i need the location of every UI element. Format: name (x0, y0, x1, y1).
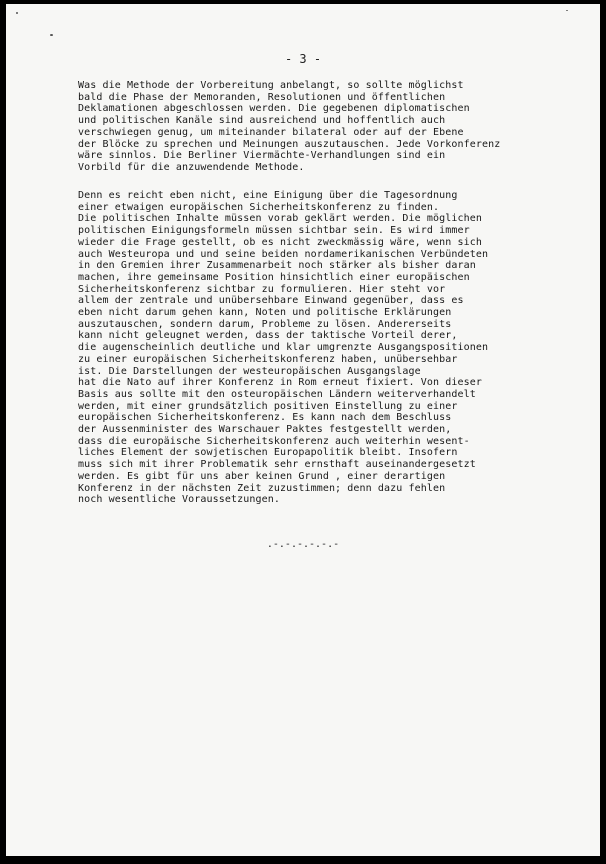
text-line: europäischen Sicherheitskonferenz. Es kann nach dem Beschluss (78, 412, 452, 424)
text-line: hat die Nato auf ihrer Konferenz in Rom erneut fixiert. Von dieser (78, 377, 482, 389)
text-line: einer etwaigen europäischen Sicherheitskonferenz zu finden. (78, 201, 440, 213)
scan-speck (16, 12, 18, 14)
text-line: verschwiegen genug, um miteinander bilateral oder auf der Ebene (78, 126, 464, 138)
page-number: - 3 - (284, 52, 322, 66)
text-line: allem der zentrale und unübersehbare Einwand gegenüber, dass es (78, 295, 464, 307)
text-line: ist. Die Darstellungen der westeuropäischen Ausgangslage (78, 365, 421, 377)
text-line: eben nicht darum gehen kann, Noten und politische Erklärungen (78, 307, 452, 319)
scan-speck (566, 10, 568, 11)
text-line: wäre sinnlos. Die Berliner Viermächte-Verhandlungen sind ein (78, 150, 446, 162)
paragraph-denn (78, 190, 566, 506)
text-line: Sicherheitskonferenz sichtbar zu formulieren. Hier steht vor (78, 283, 446, 295)
text-line: auch Westeuropa und und seine beiden nordamerikanischen Verbündeten (78, 248, 489, 260)
text-line: werden. Es gibt für uns aber keinen Grund , einer derartigen (78, 470, 446, 482)
text-line: auszutauschen, sondern darum, Probleme zu lösen. Andererseits (78, 318, 452, 330)
text-line: der Aussenminister des Warschauer Paktes festgestellt werden, (78, 424, 452, 436)
text-line: muss sich mit ihrer Problematik sehr ernsthaft auseinandergesetzt (78, 459, 476, 471)
text-line: zu einer europäischen Sicherheitskonferenz haben, unübersehbar (78, 353, 458, 365)
text-line: in den Gremien ihrer Zusammenarbeit noch stärker als bisher daran (78, 260, 476, 272)
scan-speck (50, 34, 53, 36)
text-line: wieder die Frage gestellt, ob es nicht zweckmässig wäre, wenn sich (78, 236, 482, 248)
text-line: bald die Phase der Memoranden, Resolutionen und öffentlichen (78, 91, 446, 103)
text-line: und politischen Kanäle sind ausreichend und hoffentlich auch (78, 115, 446, 127)
text-line: Deklamationen abgeschlossen werden. Die gegebenen diplomatischen (78, 103, 470, 115)
text-line: Vorbild für die anzuwendende Methode. (78, 161, 305, 173)
text-line: Die politischen Inhalte müssen vorab geklärt werden. Die möglichen (78, 213, 482, 225)
text-line: der Blöcke zu sprechen und Meinungen auszutauschen. Jede Vorkonferenz (78, 138, 501, 150)
text-line: noch wesentliche Voraussetzungen. (78, 494, 280, 506)
text-line: dass die europäische Sicherheitskonferenz auch weiterhin wesent- (78, 435, 470, 447)
end-separator: .-.-.-.-.-.- (266, 539, 340, 550)
text-line: kann nicht geleugnet werden, dass der taktische Vorteil derer, (78, 330, 458, 342)
paragraph-methode (78, 80, 566, 174)
document-page (6, 4, 600, 856)
text-line: die augenscheinlich deutliche und klar umgrenzte Ausgangspositionen (78, 342, 489, 354)
text-line: werden, mit einer grundsätzlich positiven Einstellung zu einer (78, 400, 458, 412)
text-line: Basis aus sollte mit den osteuropäischen Ländern weiterverhandelt (78, 388, 476, 400)
text-line: Denn es reicht eben nicht, eine Einigung über die Tagesordnung (78, 190, 458, 201)
text-line: politischen Einigungsformeln müssen sichtbar sein. Es wird immer (78, 225, 470, 237)
text-line: machen, ihre gemeinsame Position hinsichtlich einer europäischen (78, 271, 470, 283)
text-line: Konferenz in der nächsten Zeit zuzustimmen; denn dazu fehlen (78, 482, 446, 494)
text-line: Was die Methode der Vorbereitung anbelangt, so sollte möglichst (78, 80, 464, 91)
text-line: liches Element der sowjetischen Europapolitik bleibt. Insofern (78, 447, 458, 459)
